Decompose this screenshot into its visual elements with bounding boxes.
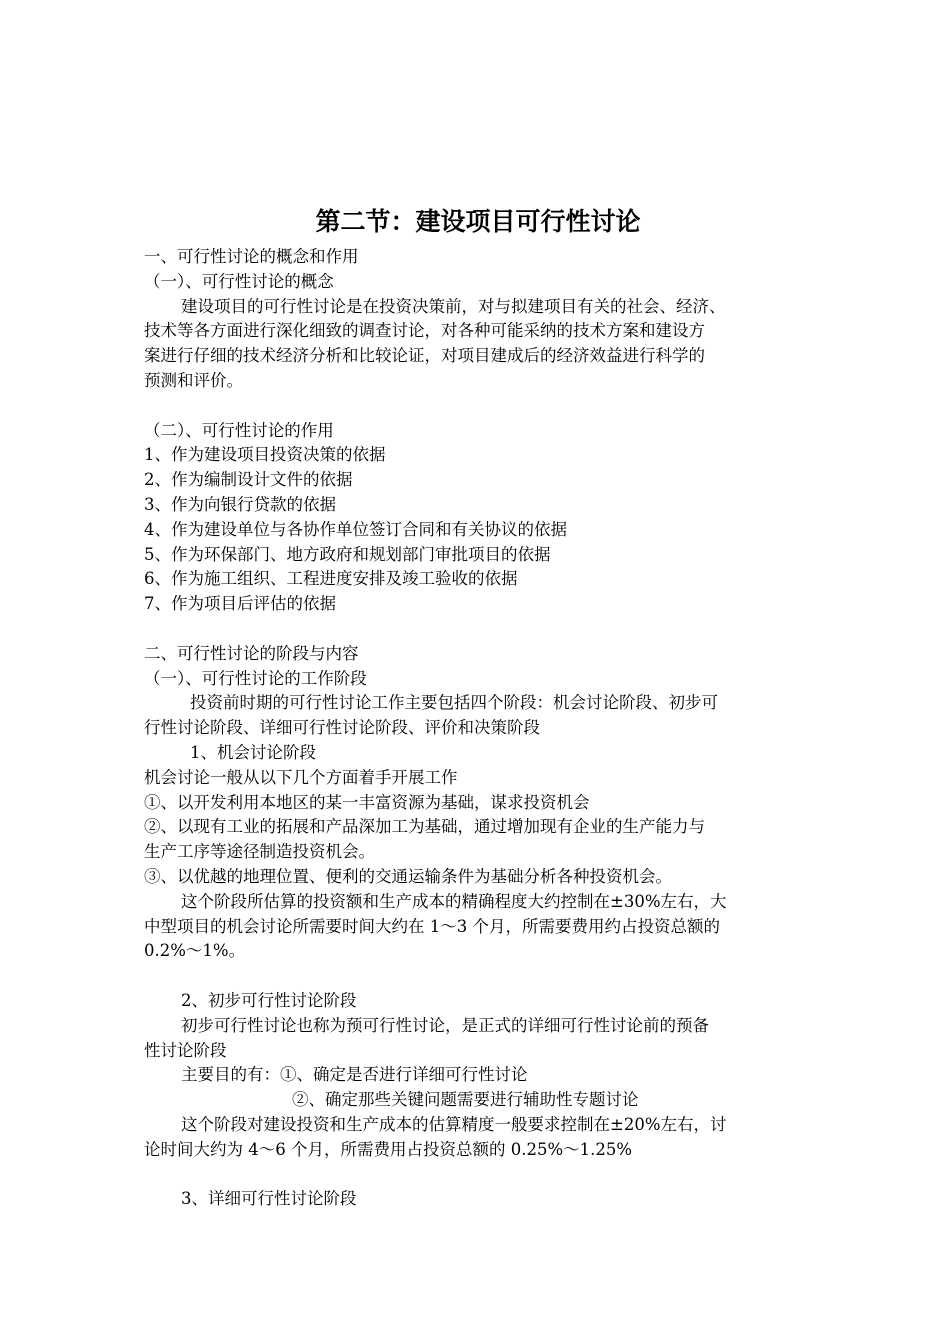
- stage-heading: 1、机会讨论阶段: [190, 742, 316, 762]
- list-item: 1、作为建设项目投资决策的依据: [144, 445, 386, 465]
- paragraph-line: 这个阶段对建设投资和生产成本的估算精度一般要求控制在±20%左右，讨: [181, 1114, 727, 1134]
- paragraph-line: 性讨论阶段: [144, 1040, 227, 1060]
- section-heading: 一、可行性讨论的概念和作用: [144, 247, 359, 266]
- page-title: 第二节：建设项目可行性讨论: [315, 207, 641, 236]
- paragraph-line: 初步可行性讨论也称为预可行性讨论，是正式的详细可行性讨论前的预备: [181, 1015, 709, 1035]
- list-item: 生产工序等途径制造投资机会。: [144, 842, 375, 862]
- paragraph-line: 0.2%～1%。: [144, 941, 246, 961]
- paragraph-line: 这个阶段所估算的投资额和生产成本的精确程度大约控制在±30%左右，大: [181, 891, 727, 911]
- paragraph-line: 技术等各方面进行深化细致的调查讨论，对各种可能采纳的技术方案和建设方: [144, 321, 705, 341]
- paragraph-line: 行性讨论阶段、详细可行性讨论阶段、评价和决策阶段: [144, 718, 540, 738]
- list-item: 3、作为向银行贷款的依据: [144, 494, 336, 514]
- subsection-heading: （二）、可行性讨论的作用: [144, 420, 334, 440]
- subsection-heading: （一）、可行性讨论的工作阶段: [144, 668, 367, 688]
- document-body: [144, 245, 812, 1212]
- blank-line: [144, 394, 812, 419]
- stage-heading: 2、初步可行性讨论阶段: [181, 990, 357, 1010]
- paragraph-line: 案进行仔细的技术经济分析和比较论证，对项目建成后的经济效益进行科学的: [144, 346, 705, 366]
- list-item: ①、以开发利用本地区的某一丰富资源为基础，谋求投资机会: [144, 792, 590, 812]
- list-item: 7、作为项目后评估的依据: [144, 594, 336, 614]
- paragraph-line: 预测和评价。: [144, 370, 243, 390]
- list-item: 4、作为建设单位与各协作单位签订合同和有关协议的依据: [144, 519, 567, 539]
- blank-line: [144, 964, 812, 989]
- list-item: ②、以现有工业的拓展和产品深加工为基础，通过增加现有企业的生产能力与: [144, 817, 705, 837]
- paragraph-line: 机会讨论一般从以下几个方面着手开展工作: [144, 767, 458, 787]
- list-item: 2、作为编制设计文件的依据: [144, 470, 353, 490]
- blank-line: [144, 1162, 812, 1187]
- paragraph-line: 论时间大约为 4～6 个月，所需费用占投资总额的 0.25%～1.25%: [144, 1139, 633, 1159]
- stage-heading: 3、详细可行性讨论阶段: [181, 1189, 357, 1209]
- list-item: 5、作为环保部门、地方政府和规划部门审批项目的依据: [144, 544, 551, 564]
- list-item: ③、以优越的地理位置、便利的交通运输条件为基础分析各种投资机会。: [144, 866, 672, 886]
- subsection-heading: （一）、可行性讨论的概念: [144, 271, 334, 291]
- list-item: 6、作为施工组织、工程进度安排及竣工验收的依据: [144, 569, 518, 589]
- paragraph-line: 投资前时期的可行性讨论工作主要包括四个阶段：机会讨论阶段、初步可: [190, 693, 718, 713]
- purpose-line: ②、确定那些关键问题需要进行辅助性专题讨论: [292, 1090, 639, 1110]
- section-heading: 二、可行性讨论的阶段与内容: [144, 643, 359, 663]
- blank-line: [144, 617, 812, 642]
- paragraph-line: 中型项目的机会讨论所需要时间大约在 1～3 个月，所需要费用约占投资总额的: [144, 916, 720, 936]
- purpose-line: 主要目的有：①、确定是否进行详细可行性讨论: [181, 1065, 528, 1085]
- paragraph-line: 建设项目的可行性讨论是在投资决策前，对与拟建项目有关的社会、经济、: [181, 296, 726, 316]
